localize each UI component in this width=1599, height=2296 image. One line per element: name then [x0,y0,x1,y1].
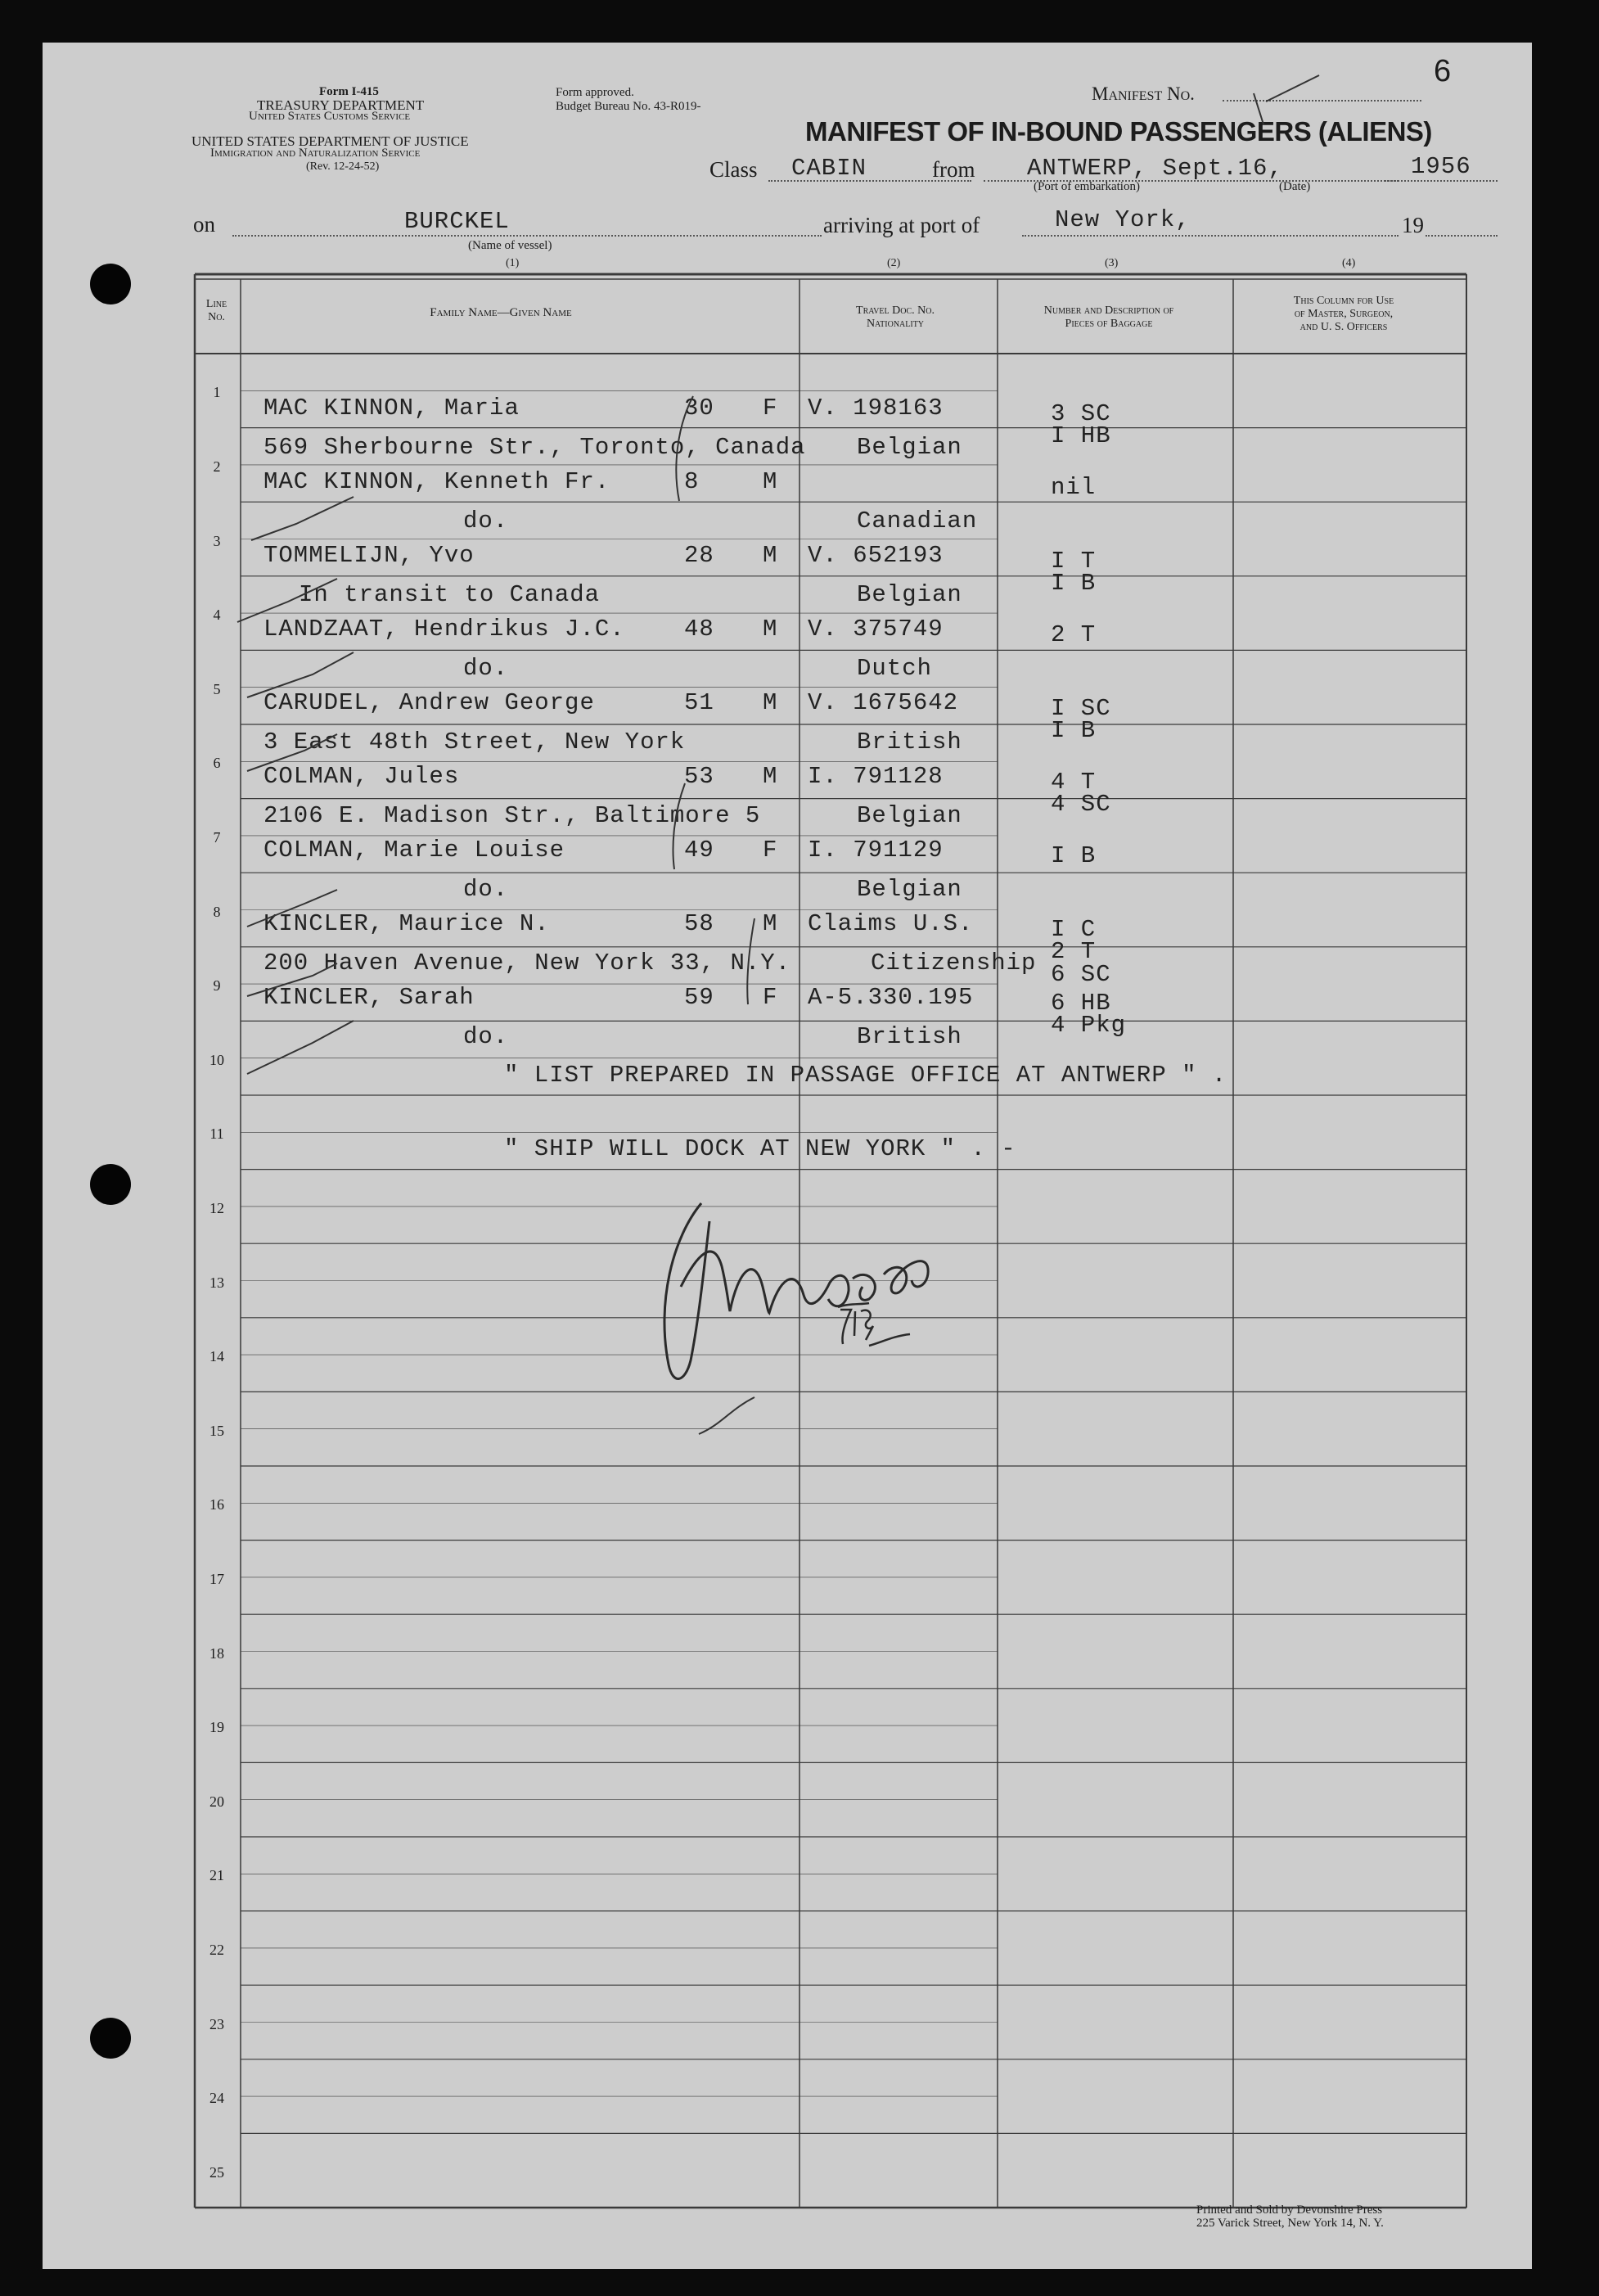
passenger-address: do. [463,655,509,682]
line-number: 8 [213,903,221,920]
vessel-caption: (Name of vessel) [468,239,552,252]
manifest-sheet [43,43,1532,2269]
line-number: 24 [209,2090,224,2107]
line-number: 22 [209,1941,224,1958]
on-label: on [193,212,215,237]
line-number: 4 [213,607,221,624]
line-number: 2 [213,458,221,475]
passenger-age: 30 [684,395,714,422]
passenger-sex: F [763,984,778,1011]
baggage-line-2: 4 SC [1051,791,1111,818]
line-number: 12 [209,1199,224,1216]
baggage-line-2: 4 Pkg [1051,1012,1127,1039]
passenger-nationality: Citizenship [871,950,1037,977]
date-caption: (Date) [1279,180,1311,193]
embarkation-value: ANTWERP, Sept.16, [1027,155,1283,182]
class-label: Class [709,157,758,182]
form-revision: (Rev. 12-24-52) [306,160,380,173]
column-2-number: (2) [887,257,901,269]
passenger-nationality: Belgian [857,802,962,829]
passenger-name: MAC KINNON, Kenneth Fr. [263,468,610,495]
agency-customs: United States Customs Service [249,110,411,123]
passenger-nationality: Canadian [857,507,978,535]
header-officers-use-2: of Master, Surgeon, [1294,308,1394,320]
passenger-address: do. [463,507,509,535]
line-number: 3 [213,532,221,549]
column-1-number: (1) [506,257,520,269]
passenger-address: 3 East 48th Street, New York [263,728,686,756]
passenger-age: 53 [684,763,714,790]
passenger-nationality: British [857,728,962,756]
header-officers-use: This Column for Use [1293,295,1394,307]
passenger-name: LANDZAAT, Hendrikus J.C. [263,616,625,643]
printer-address: 225 Varick Street, New York 14, N. Y. [1196,2217,1384,2230]
travel-doc-number: V. 375749 [808,616,944,643]
passenger-name: COLMAN, Jules [263,763,460,790]
column-3-number: (3) [1105,257,1119,269]
column-4-number: (4) [1342,257,1356,269]
line-number: 14 [209,1348,224,1365]
passenger-age: 49 [684,837,714,864]
baggage-line-1: nil [1051,474,1097,501]
baggage-line-2: 2 T [1051,938,1097,965]
passenger-name: MAC KINNON, Maria [263,395,520,422]
printer-credit: Printed and Sold by Devonshire Press [1196,2204,1383,2217]
year-prefix: 19 [1402,213,1424,237]
baggage-line-1: I C [1051,916,1097,943]
passenger-sex: M [763,910,778,937]
passenger-nationality: Belgian [857,434,962,461]
baggage-line-1: 3 SC [1051,400,1111,427]
line-number: 21 [209,1867,224,1884]
line-number: 9 [213,977,221,995]
port-caption: (Port of embarkation) [1034,180,1140,193]
baggage-line-1: I T [1051,548,1097,575]
form-approved: Form approved. [556,86,634,99]
passenger-age: 58 [684,910,714,937]
agency-justice: UNITED STATES DEPARTMENT OF JUSTICE [191,133,469,149]
passenger-age: 48 [684,616,714,643]
header-baggage: Number and Description of [1043,304,1174,317]
note-list-prepared: " LIST PREPARED IN PASSAGE OFFICE AT ANTWERP " . [504,1062,1227,1089]
line-number: 6 [213,755,221,772]
baggage-line-2: I B [1051,717,1097,744]
header-baggage-pieces: Pieces of Baggage [1065,318,1153,330]
line-number: 5 [213,680,221,697]
line-number: 18 [209,1644,224,1662]
passenger-nationality: Dutch [857,655,933,682]
baggage-line-1: I SC [1051,695,1111,722]
passenger-name: CARUDEL, Andrew George [263,689,595,716]
baggage-line-2: I HB [1051,422,1111,449]
line-number: 19 [209,1719,224,1736]
header-line-no: Line No. [205,298,227,323]
vessel-name: BURCKEL [404,208,510,235]
passenger-name: KINCLER, Maurice N. [263,910,550,937]
line-number: 23 [209,2015,224,2032]
travel-doc-number: I. 791128 [808,763,944,790]
passenger-sex: M [763,616,778,643]
baggage-line-1: 4 T [1051,769,1097,796]
line-number: 10 [209,1051,224,1068]
class-value: CABIN [791,155,867,182]
manifest-no-label: Manifest No. [1092,83,1195,104]
page-number: 6 [1434,54,1452,88]
line-number: 16 [209,1496,224,1513]
passenger-address: 2106 E. Madison Str., Baltimore 5 [263,802,761,829]
travel-doc-number: A-5.330.195 [808,984,974,1011]
arriving-label: arriving at port of [823,213,980,237]
budget-bureau: Budget Bureau No. 43-R019- [556,100,701,113]
line-number: 25 [209,2163,224,2181]
agency-ins: Immigration and Naturalization Service [210,147,421,160]
passenger-address: do. [463,1023,509,1050]
passenger-age: 59 [684,984,714,1011]
arrival-port: New York, [1055,206,1191,233]
travel-doc-number: I. 791129 [808,837,944,864]
baggage-line-2: I B [1051,570,1097,597]
header-nationality: Nationality [866,318,925,330]
line-number: 15 [209,1422,224,1439]
baggage-line-1: 2 T [1051,621,1097,648]
passenger-address: do. [463,876,509,903]
passenger-age: 51 [684,689,714,716]
passenger-address: 569 Sherbourne Str., Toronto, Canada [263,434,806,461]
passenger-sex: M [763,689,778,716]
passenger-nationality: Belgian [857,876,962,903]
passenger-sex: F [763,837,778,864]
note-ship-dock: " SHIP WILL DOCK AT NEW YORK " . - [504,1135,1016,1162]
header-officers-use-3: and U. S. Officers [1299,321,1388,333]
baggage-line-1: I B [1051,842,1097,869]
passenger-name: KINCLER, Sarah [263,984,475,1011]
passenger-age: 28 [684,542,714,569]
passenger-sex: M [763,763,778,790]
passenger-sex: M [763,542,778,569]
page-title: MANIFEST OF IN-BOUND PASSENGERS (ALIENS) [805,116,1432,147]
travel-doc-number: Claims U.S. [808,910,974,937]
line-number: 7 [213,828,221,846]
header-travel-doc: Travel Doc. No. [856,304,935,317]
passenger-name: TOMMELIJN, Yvo [263,542,475,569]
line-number: 1 [213,384,221,401]
travel-doc-number: V. 198163 [808,395,944,422]
form-number: Form I-415 [319,85,379,98]
travel-doc-number: V. 652193 [808,542,944,569]
passenger-name: COLMAN, Marie Louise [263,837,565,864]
header-family-name: Family Name—Given Name [430,306,572,319]
from-label: from [932,157,975,182]
travel-doc-number: V. 1675642 [808,689,959,716]
passenger-address: 200 Haven Avenue, New York 33, N.Y. [263,950,791,977]
passenger-sex: F [763,395,778,422]
year-value: 1956 [1411,153,1471,180]
passenger-age: 8 [684,468,700,495]
line-number: 11 [209,1125,224,1143]
passenger-address: In transit to Canada [299,581,601,608]
agency-treasury: TREASURY DEPARTMENT [257,97,425,113]
passenger-nationality: British [857,1023,962,1050]
line-number: 13 [209,1274,224,1291]
passenger-sex: M [763,468,778,495]
handwritten-signature [624,1189,1000,1401]
line-number: 20 [209,1793,224,1810]
passenger-nationality: Belgian [857,581,962,608]
baggage-line-1: 6 HB [1051,990,1111,1017]
extra-baggage: 6 SC [1051,961,1111,988]
line-number: 17 [209,1570,224,1587]
